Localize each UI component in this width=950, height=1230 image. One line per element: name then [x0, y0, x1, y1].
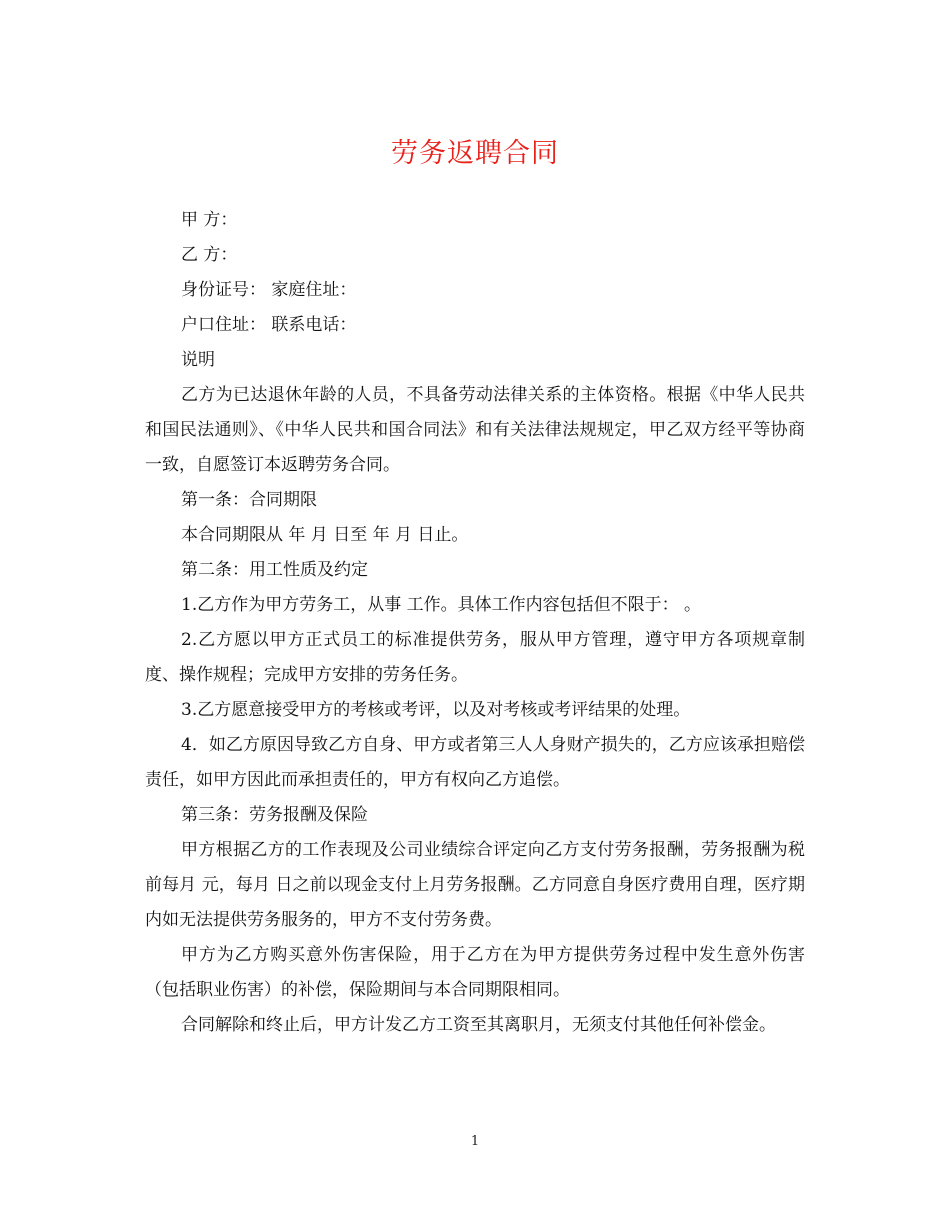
article-3-paragraph-1: 甲方根据乙方的工作表现及公司业绩综合评定向乙方支付劳务报酬，劳务报酬为税前每月 元，每月 日之前以现金支付上月劳务报酬。乙方同意自身医疗费用自理，医疗期内如无法提供劳务服务的，甲方不支付劳务费。	[145, 840, 805, 930]
article-2-item-4: 4．如乙方原因导致乙方自身、甲方或者第三人人身财产损失的，乙方应该承担赔偿责任，如甲方因此而承担责任的，甲方有权向乙方追偿。	[145, 735, 805, 790]
article-3-paragraph-2: 甲方为乙方购买意外伤害保险，用于乙方在为甲方提供劳务过程中发生意外伤害（包括职业伤害）的补偿，保险期间与本合同期限相同。	[145, 945, 805, 1000]
article-1-text: 本合同期限从 年 月 日至 年 月 日止。	[181, 525, 469, 545]
article-3-paragraph-3: 合同解除和终止后，甲方计发乙方工资至其离职月，无须支付其他任何补偿金。	[181, 1015, 776, 1035]
article-3-heading: 第三条：劳务报酬及保险	[181, 805, 368, 825]
explanation-heading: 说明	[181, 350, 215, 370]
id-address-line: 身份证号： 家庭住址：	[181, 280, 357, 300]
article-1-heading: 第一条：合同期限	[181, 490, 317, 510]
article-2-item-1: 1.乙方作为甲方劳务工，从事 工作。具体工作内容包括但不限于： 。	[181, 595, 702, 615]
explanation-paragraph: 乙方为已达退休年龄的人员，不具备劳动法律关系的主体资格。根据《中华人民共和国民法通则》、《中华人民共和国合同法》和有关法律法规规定，甲乙双方经平等协商一致，自愿签订本返聘劳务合同。	[145, 385, 805, 475]
article-2-heading: 第二条：用工性质及约定	[181, 560, 368, 580]
residence-phone-line: 户口住址： 联系电话：	[181, 315, 357, 335]
article-2-item-2: 2.乙方愿以甲方正式员工的标准提供劳务，服从甲方管理，遵守甲方各项规章制度、操作规程；完成甲方安排的劳务任务。	[145, 630, 805, 685]
party-a-line: 甲 方：	[181, 210, 238, 230]
article-2-item-3: 3.乙方愿意接受甲方的考核或考评，以及对考核或考评结果的处理。	[181, 700, 691, 720]
page-number: 1	[470, 1134, 480, 1149]
document-body	[145, 203, 805, 1043]
party-b-line: 乙 方：	[181, 245, 238, 265]
document-title: 劳务返聘合同	[391, 138, 559, 169]
